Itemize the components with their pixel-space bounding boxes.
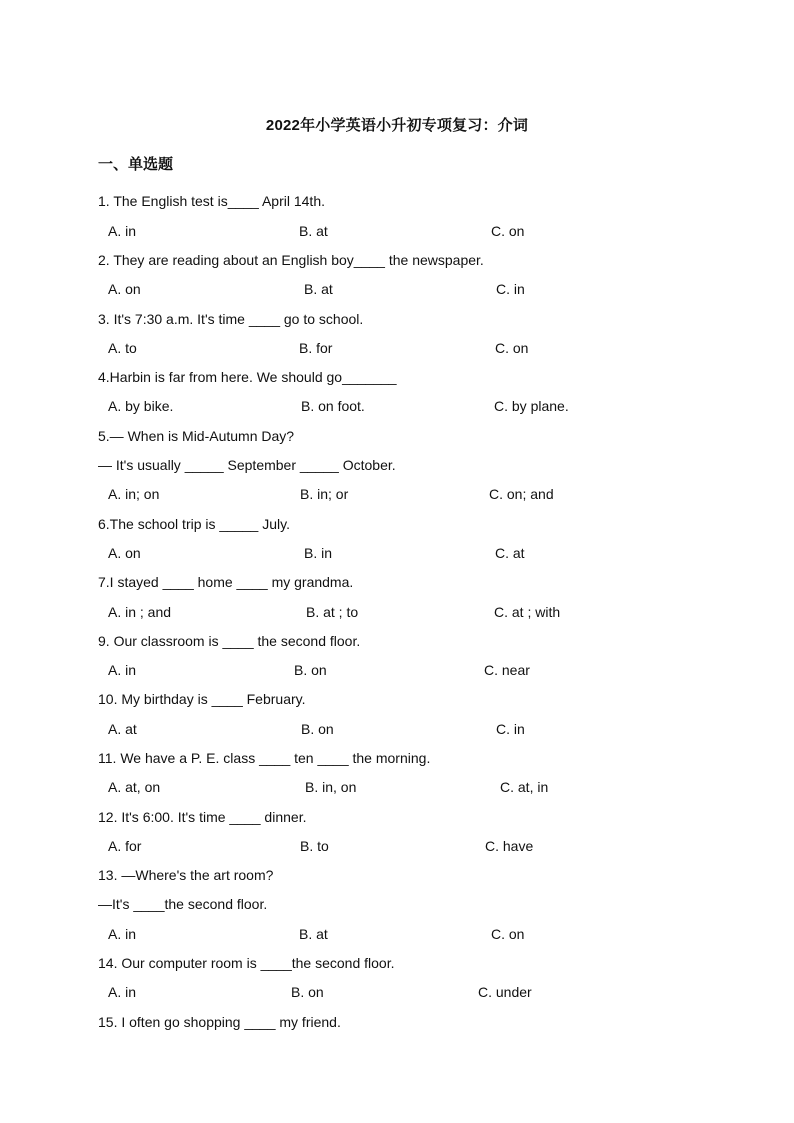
question-3-option-c: C. on: [495, 340, 529, 356]
question-5-text: 5.— When is Mid-Autumn Day?: [98, 428, 295, 444]
question-13-option-a: A. in: [108, 926, 137, 942]
question-11-option-c: C. at, in: [500, 779, 549, 795]
question-7-option-b: B. at ; to: [306, 604, 359, 620]
question-14-option-b: B. on: [291, 984, 324, 1000]
question-5-text-line-2: — It's usually _____ September _____ October.: [98, 457, 396, 473]
question-5-option-b: B. in; or: [300, 486, 349, 502]
question-7-option-c: C. at ; with: [494, 604, 561, 620]
question-10-option-b: B. on: [301, 721, 334, 737]
question-9-option-c: C. near: [484, 662, 530, 678]
question-4-option-c: C. by plane.: [494, 398, 569, 414]
question-11-option-b: B. in, on: [305, 779, 357, 795]
question-6-option-a: A. on: [108, 545, 141, 561]
question-13-option-c: C. on: [491, 926, 525, 942]
question-13-option-b: B. at: [299, 926, 328, 942]
question-3-text: 3. It's 7:30 a.m. It's time ____ go to school.: [98, 311, 364, 327]
question-12-option-a: A. for: [108, 838, 142, 854]
question-12-option-b: B. to: [300, 838, 329, 854]
question-1-option-b: B. at: [299, 223, 328, 239]
question-5-option-a: A. in; on: [108, 486, 160, 502]
question-5-option-c: C. on; and: [489, 486, 554, 502]
question-14-option-c: C. under: [478, 984, 532, 1000]
question-10-text: 10. My birthday is ____ February.: [98, 691, 306, 707]
question-6-text: 6.The school trip is _____ July.: [98, 516, 290, 532]
question-9-option-a: A. in: [108, 662, 137, 678]
question-1-text: 1. The English test is____ April 14th.: [98, 193, 325, 209]
question-6-option-b: B. in: [304, 545, 333, 561]
page-title: 2022年小学英语小升初专项复习：介词: [265, 117, 529, 134]
question-10-option-c: C. in: [496, 721, 525, 737]
question-1-option-c: C. on: [491, 223, 525, 239]
question-2-option-b: B. at: [304, 281, 333, 297]
question-15-text: 15. I often go shopping ____ my friend.: [98, 1014, 341, 1030]
question-14-text: 14. Our computer room is ____the second floor.: [98, 955, 395, 971]
question-4-option-b: B. on foot.: [301, 398, 365, 414]
question-10-option-a: A. at: [108, 721, 137, 737]
question-2-option-c: C. in: [496, 281, 525, 297]
question-2-text: 2. They are reading about an English boy____ the newspaper.: [98, 252, 484, 268]
question-4-text: 4.Harbin is far from here. We should go_______: [98, 369, 397, 385]
question-11-text: 11. We have a P. E. class ____ ten ____ the morning.: [98, 750, 431, 766]
question-13-text-line-2: —It's ____the second floor.: [98, 896, 268, 912]
question-9-option-b: B. on: [294, 662, 327, 678]
question-12-option-c: C. have: [485, 838, 534, 854]
question-1-option-a: A. in: [108, 223, 137, 239]
question-14-option-a: A. in: [108, 984, 137, 1000]
question-2-option-a: A. on: [108, 281, 141, 297]
question-6-option-c: C. at: [495, 545, 525, 561]
question-13-text: 13. —Where's the art room?: [98, 867, 274, 883]
question-9-text: 9. Our classroom is ____ the second floor.: [98, 633, 361, 649]
section-heading: 一、单选题: [98, 156, 174, 173]
question-3-option-b: B. for: [299, 340, 333, 356]
question-7-text: 7.I stayed ____ home ____ my grandma.: [98, 574, 354, 590]
question-7-option-a: A. in ; and: [108, 604, 172, 620]
question-3-option-a: A. to: [108, 340, 137, 356]
question-11-option-a: A. at, on: [108, 779, 161, 795]
question-4-option-a: A. by bike.: [108, 398, 174, 414]
question-12-text: 12. It's 6:00. It's time ____ dinner.: [98, 809, 307, 825]
